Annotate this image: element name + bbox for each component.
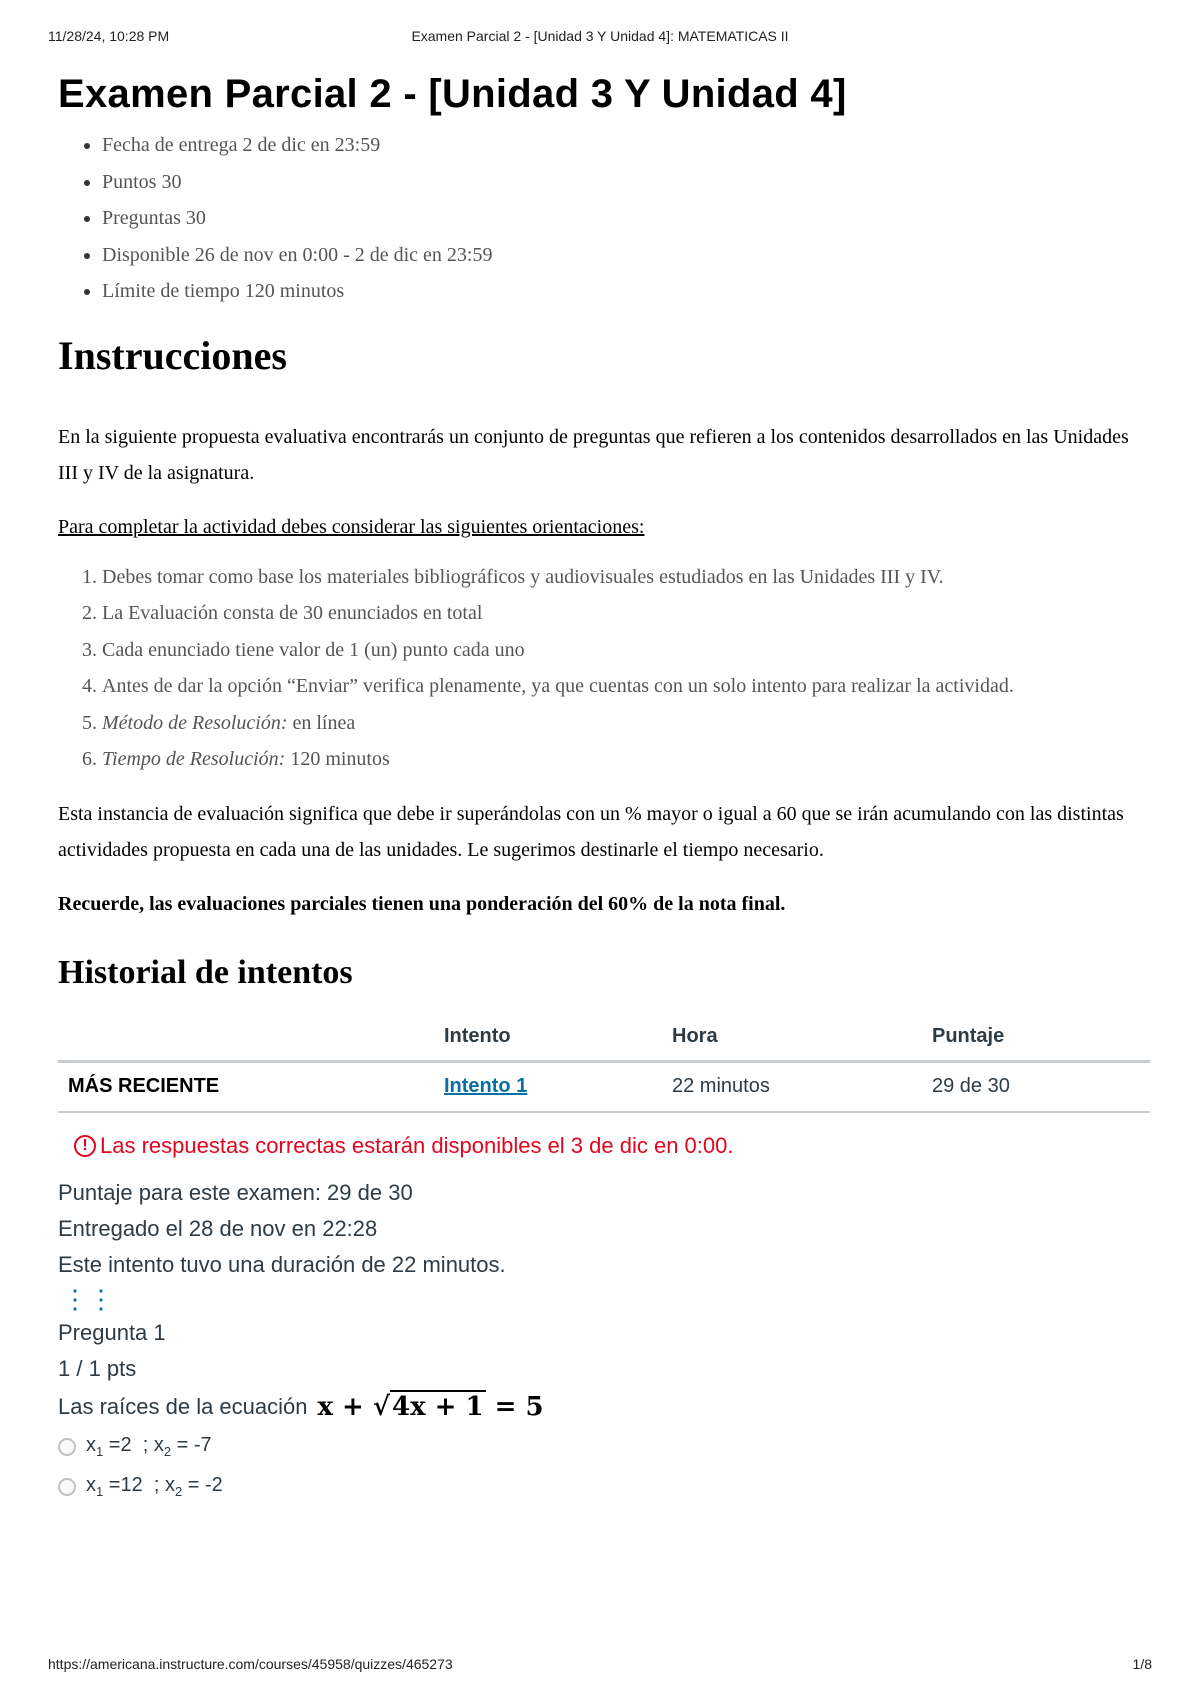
option-x2: = -7 [171,1434,212,1456]
attempt-link[interactable]: Intento 1 [444,1075,528,1097]
detail-available: • Disponible 26 de nov en 0:00 - 2 de dic en 23:59 [102,237,1148,274]
option-text: $x_1 =12$ ; $x_2 = -2$ [86,1474,223,1499]
orientation-item: 4. Antes de dar la opción “Enviar” verifica plenamente, ya que cuentas con un solo intento para realizar la actividad. [102,668,1148,705]
answers-availability-notice [74,1133,1148,1159]
time-label: Tiempo de Resolución: [102,748,286,770]
page-number: 1/8 [1132,1656,1152,1672]
instructions-intro: En la siguiente propuesta evaluativa encontrarás un conjunto de preguntas que refieren a los contenidos desarrollados en las Unidades III y IV de la asignatura. [58,425,1129,484]
column-header-attempt: Intento [434,1014,662,1062]
quiz-content [58,72,1148,1507]
time-value: 120 minutos [285,748,390,770]
print-datetime: 11/28/24, 10:28 PM [48,28,170,44]
orientation-item: 2. La Evaluación consta de 30 enunciados en total [102,595,1148,632]
equation-radicand: 4x + 1 [391,1391,484,1422]
table-header-row [58,1014,1150,1062]
orientation-item-time [102,741,1148,778]
history-heading: Historial de intentos [58,953,353,991]
option-x1: =12 [103,1474,143,1496]
print-footer [48,1656,1152,1676]
question-text [58,1387,1148,1427]
submitted-date: Entregado el 28 de nov en 22:28 [58,1215,378,1241]
attempt-duration: Este intento tuvo una duración de 22 minutos. [58,1251,506,1277]
attempts-table [58,1014,1150,1113]
detail-due-date: • Fecha de entrega 2 de dic en 23:59 [102,127,1148,164]
instance-text: Esta instancia de evaluación significa que debe ir superándolas con un % mayor o igual a 60 que se irán acumulando con las distintas actividades propuesta en cada una de las unidades. Le sugerimos destinarle el tiempo necesario. [58,802,1124,861]
question-label: Pregunta 1 [58,1319,166,1345]
equation [318,1387,544,1427]
exam-score: Puntaje para este examen: 29 de 30 [58,1179,413,1205]
notice-text: Las respuestas correctas estarán disponibles el 3 de dic en 0:00. [100,1132,734,1158]
table-row [58,1061,1150,1112]
attempt-score: 29 de 30 [922,1061,1150,1112]
method-value: en línea [287,711,356,734]
orientation-item: 1. Debes tomar como base los materiales bibliográficos y audiovisuales estudiados en las Unidades III y IV. [102,559,1148,596]
option-x2: = -2 [182,1474,223,1496]
print-header [48,28,1152,48]
answer-option[interactable] [58,1427,1148,1467]
quiz-details-list [58,127,1148,310]
print-doc-title: Examen Parcial 2 - [Unidad 3 Y Unidad 4]: MATEMATICAS II [411,28,789,44]
option-separator: ; x [142,1434,164,1456]
column-header-score: Puntaje [922,1014,1150,1062]
detail-questions: • Preguntas 30 [102,200,1148,237]
instructions-heading: Instrucciones [58,332,287,378]
equation-left: x + [317,1391,373,1422]
column-header [58,1014,434,1062]
option-x1: =2 [108,1434,132,1456]
sqrt-sign: √ [372,1391,390,1422]
detail-time-limit: • Límite de tiempo 120 minutos [102,273,1148,310]
orientation-item: 3. Cada enunciado tiene valor de 1 (un) punto cada uno [102,632,1148,669]
page-title: Examen Parcial 2 - [Unidad 3 Y Unidad 4] [58,72,847,116]
most-recent-label: MÁS RECIENTE [58,1061,434,1112]
answer-option[interactable] [58,1467,1148,1507]
attempt-time: 22 minutos [662,1061,922,1112]
question-points: 1 / 1 pts [58,1355,137,1381]
weight-reminder: Recuerde, las evaluaciones parciales tienen una ponderación del 60% de la nota final. [58,892,786,915]
question-prompt: Las raíces de la ecuación [58,1393,308,1419]
print-url: https://americana.instructure.com/courses/45958/quizzes/465273 [48,1656,453,1672]
column-header-time: Hora [662,1014,922,1062]
radio-button[interactable] [58,1478,76,1496]
detail-points: • Puntos 30 [102,164,1148,201]
warning-icon: ! [74,1135,96,1157]
option-text: $x_1 =2$ ; $x_2 = -7$ [86,1434,212,1459]
option-separator: ; x [148,1474,175,1496]
orientation-item-method [102,705,1148,742]
equation-right: = 5 [485,1391,544,1422]
radio-button[interactable] [58,1438,76,1456]
attempt-summary [58,1175,1148,1283]
method-label: Método de Resolución: [102,711,288,734]
orientations-heading: Para completar la actividad debes considerar las siguientes orientaciones: [58,515,645,538]
drag-handle-icon[interactable]: ⋮⋮ [62,1283,114,1314]
orientations-list [58,559,1148,778]
